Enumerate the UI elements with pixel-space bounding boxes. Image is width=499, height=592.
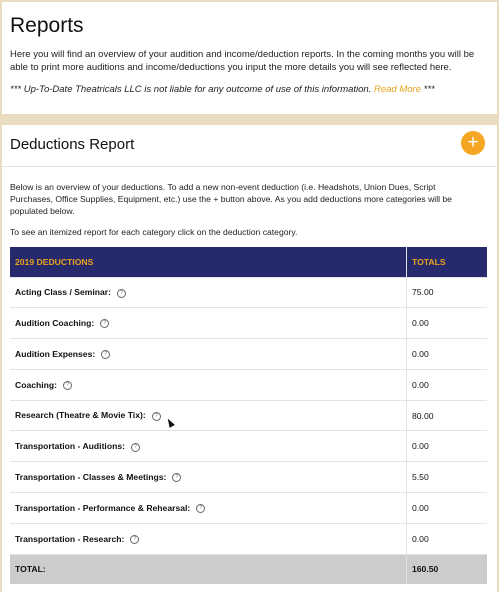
info-circle-icon[interactable]: ? xyxy=(100,319,109,328)
total-cell: 0.00 xyxy=(407,369,488,400)
info-circle-icon[interactable]: ? xyxy=(130,535,139,544)
plus-icon: + xyxy=(467,132,479,153)
header-totals: TOTALS xyxy=(407,247,488,277)
category-label[interactable]: Transportation - Auditions: xyxy=(15,441,125,452)
total-cell: 0.00 xyxy=(407,493,488,524)
table-row[interactable] xyxy=(10,339,487,370)
total-cell: 0.00 xyxy=(407,308,488,339)
category-cell[interactable] xyxy=(10,339,407,370)
category-label[interactable]: Audition Expenses: xyxy=(15,348,96,359)
table-row[interactable] xyxy=(10,493,487,524)
total-cell: 0.00 xyxy=(407,523,488,554)
table-row[interactable] xyxy=(10,431,487,462)
info-circle-icon[interactable]: ? xyxy=(152,412,161,421)
total-cell: 5.50 xyxy=(407,462,488,493)
category-label[interactable]: Transportation - Classes & Meetings: xyxy=(15,472,167,483)
category-cell[interactable] xyxy=(10,462,407,493)
deductions-description: Below is an overview of your deductions. To add a new non-event deduction (i.e. Headshots, Union Dues, Script Purchases, Office Supplies, Equipment, etc.) use the + button above. As you add deductions more categories will be populated below. xyxy=(10,182,452,216)
deductions-header xyxy=(2,125,497,167)
info-circle-icon[interactable]: ? xyxy=(131,443,140,452)
total-label: TOTAL: xyxy=(15,564,46,575)
table-header-row xyxy=(10,247,487,277)
category-cell[interactable] xyxy=(10,369,407,400)
total-row xyxy=(10,554,487,584)
total-cell: 75.00 xyxy=(407,277,488,308)
table-row[interactable] xyxy=(10,308,487,339)
total-value: 160.50 xyxy=(407,554,488,584)
category-label[interactable]: Acting Class / Seminar: xyxy=(15,287,111,298)
category-label[interactable]: Transportation - Performance & Rehearsal: xyxy=(15,502,191,513)
disclaimer-suffix: *** xyxy=(423,84,435,95)
deductions-hint: To see an itemized report for each category click on the deduction category. xyxy=(10,227,298,237)
table-row[interactable] xyxy=(10,400,487,431)
table-row[interactable] xyxy=(10,369,487,400)
reports-title: Reports xyxy=(10,14,84,37)
disclaimer xyxy=(10,84,497,95)
table-row[interactable] xyxy=(10,462,487,493)
category-cell[interactable] xyxy=(10,523,407,554)
category-cell[interactable] xyxy=(10,277,407,308)
total-cell: 0.00 xyxy=(407,431,488,462)
deductions-title: Deductions Report xyxy=(10,136,135,153)
reports-panel xyxy=(2,2,497,114)
deductions-panel xyxy=(2,125,497,592)
reports-intro: Here you will find an overview of your audition and income/deduction reports. In the coming months you will be able to print more auditions and income/deductions you input the more details you will see reflected here. xyxy=(10,49,475,73)
header-category: 2019 DEDUCTIONS xyxy=(10,247,407,277)
deductions-table xyxy=(10,247,487,584)
category-cell[interactable] xyxy=(10,308,407,339)
category-cell[interactable] xyxy=(10,493,407,524)
info-circle-icon[interactable]: ? xyxy=(196,504,205,513)
table-row[interactable] xyxy=(10,523,487,554)
info-circle-icon[interactable]: ? xyxy=(117,289,126,298)
category-label[interactable]: Coaching: xyxy=(15,379,58,390)
disclaimer-text: *** Up-To-Date Theatricals LLC is not liable for any outcome of use of this information. xyxy=(10,84,372,95)
table-row[interactable] xyxy=(10,277,487,308)
category-label[interactable]: Transportation - Research: xyxy=(15,533,125,544)
info-circle-icon[interactable]: ? xyxy=(63,381,72,390)
category-label[interactable]: Audition Coaching: xyxy=(15,318,95,329)
add-deduction-button[interactable] xyxy=(461,131,485,155)
info-circle-icon[interactable]: ? xyxy=(101,350,110,359)
category-cell[interactable] xyxy=(10,400,407,431)
category-label[interactable]: Research (Theatre & Movie Tix): xyxy=(15,410,146,421)
read-more-link[interactable]: Read More xyxy=(374,84,421,95)
info-circle-icon[interactable]: ? xyxy=(172,473,181,482)
total-cell: 0.00 xyxy=(407,339,488,370)
category-cell[interactable] xyxy=(10,431,407,462)
total-cell: 80.00 xyxy=(407,400,488,431)
